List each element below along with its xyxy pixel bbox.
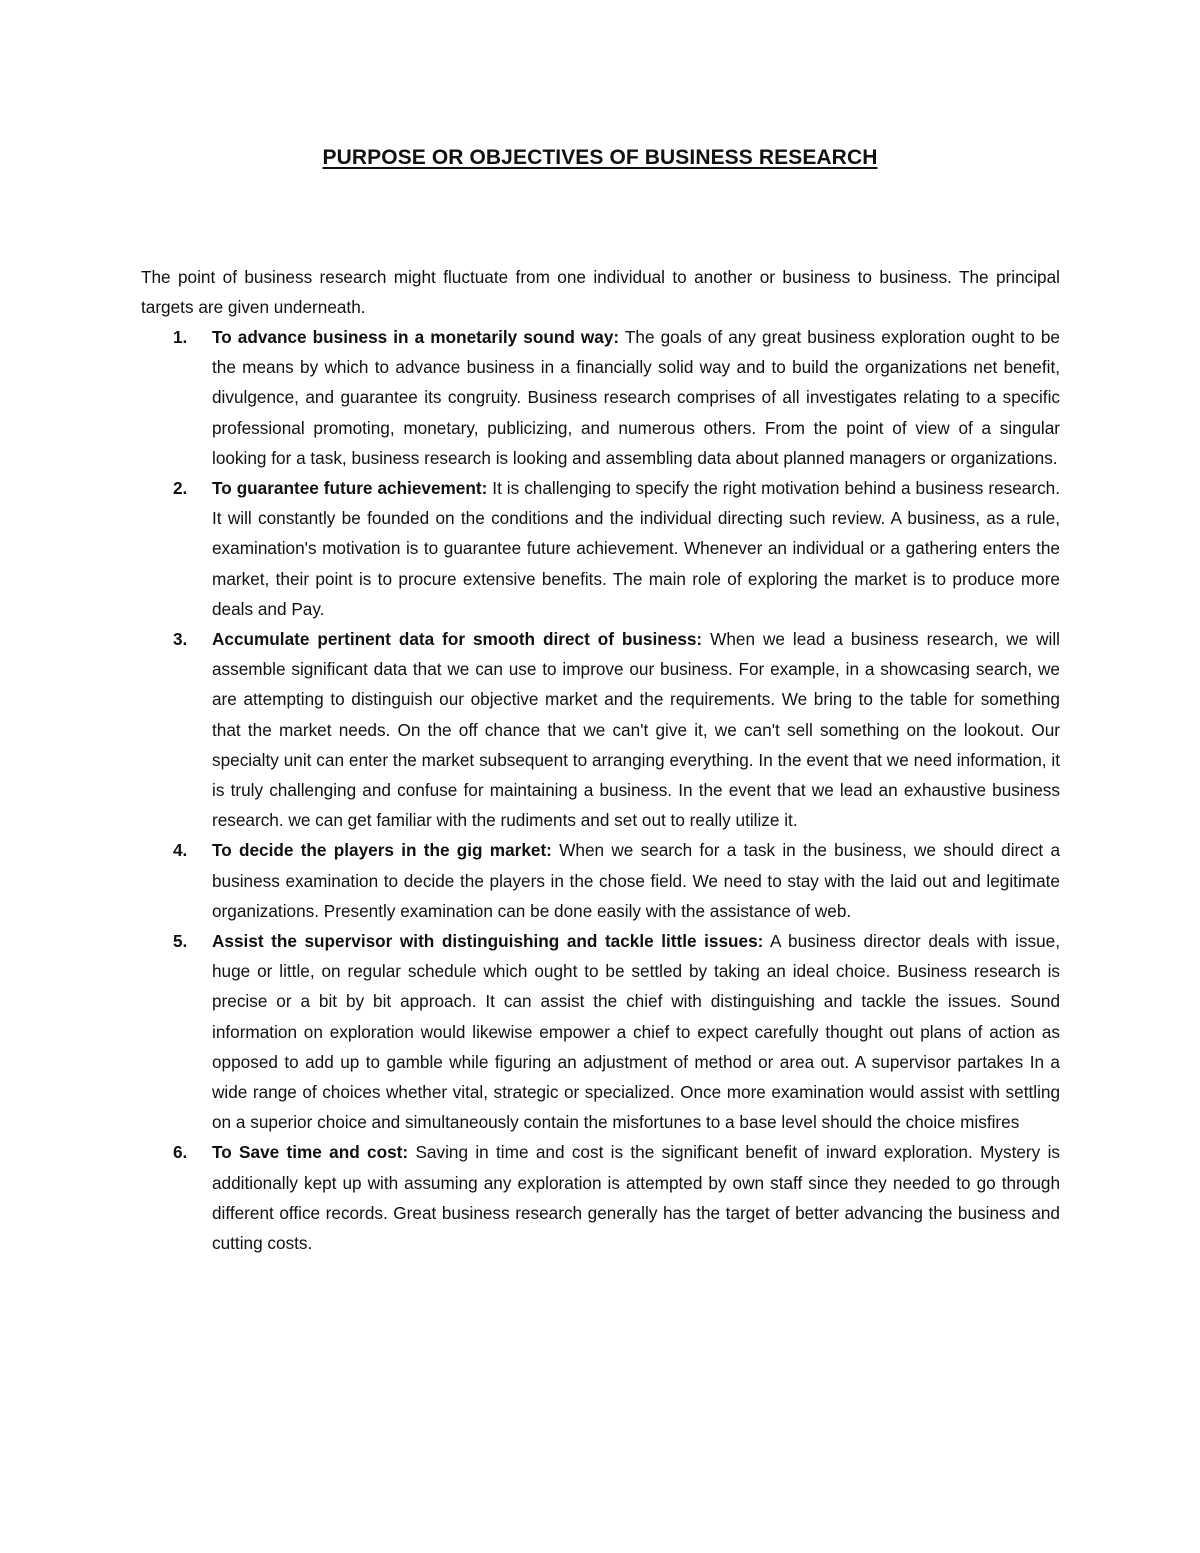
objective-number: 4. [173,840,188,861]
objective-item [141,473,1060,624]
objective-body: When we lead a business research, we will assemble significant data that we can use to improve our business. For example, in a showcasing search, we are attempting to distinguish our objective market and the requirements. We bring to the table for something that the market needs. On the off chance that we can't give it, we can't sell something on the lookout. Our specialty unit can enter the market subsequent to arranging everything. In the event that we need information, it is truly challenging and confuse for maintaining a business. In the event that we lead an exhaustive business research. we can get familiar with the rudiments and set out to really utilize it. [212,629,1061,831]
objective-body: The goals of any great business exploration ought to be the means by which to advance business in a financially solid way and to build the organizations net benefit, divulgence, and guarantee its congruity. Business research comprises of all investigates relating to a specific professional promoting, monetary, publicizing, and numerous others. From the point of view of a singular looking for a task, business research is looking and assembling data about planned managers or organizations. [212,327,1060,468]
objective-number: 1. [173,327,188,347]
page-title: PURPOSE OR OBJECTIVES OF BUSINESS RESEARCH [322,146,878,169]
objective-heading: To Save time and cost: [212,1142,409,1163]
objective-heading: Assist the supervisor with distinguishing and tackle little issues: [212,931,764,952]
objective-body: When we search for a task in the business, we should direct a business examination to decide the players in the chose field. We need to stay with the laid out and legitimate organizations. Presently examination can be done easily with the assistance of web. [212,840,1061,921]
objective-item [141,624,1060,835]
objective-heading: Accumulate pertinent data for smooth direct of business: [212,629,703,650]
objective-heading: To guarantee future achievement: [212,478,488,499]
intro-paragraph: The point of business research might fluctuate from one individual to another or business to business. The principal targets are given underneath. [141,267,1060,318]
objective-number: 5. [173,931,188,952]
objective-body: Saving in time and cost is the significant benefit of inward exploration. Mystery is additionally kept up with assuming any exploration is attempted by own staff since they needed to go through different office records. Great business research generally has the target of better advancing the business and cutting costs. [212,1142,1060,1254]
objective-number: 6. [173,1142,188,1163]
objective-heading: To decide the players in the gig market: [212,840,552,861]
objective-heading: To advance business in a monetarily sound way: [212,327,620,347]
objective-body: A business director deals with issue, huge or little, on regular schedule which ought to be settled by taking an ideal choice. Business research is precise or a bit by bit approach. It can assist the chief with distinguishing and tackle the issues. Sound information on exploration would likewise empower a chief to expect carefully thought out plans of action as opposed to add up to gamble while figuring an adjustment of method or area out. A supervisor partakes In a wide range of choices whether vital, strategic or specialized. Once more examination would assist with settling on a superior choice and simultaneously contain the misfortunes to a base level should the choice misfires [212,931,1060,1133]
objectives-list [141,322,1060,1258]
objective-number: 3. [173,629,188,650]
objective-item [141,835,1060,926]
objective-item [141,1137,1060,1258]
objective-item [141,322,1060,473]
objective-body: It is challenging to specify the right motivation behind a business research. It will constantly be founded on the conditions and the individual directing such review. A business, as a rule, examination's motivation is to guarantee future achievement. Whenever an individual or a gathering enters the market, their point is to procure extensive benefits. The main role of exploring the market is to produce more deals and Pay. [212,478,1060,619]
objective-number: 2. [173,478,188,499]
objective-item [141,926,1060,1137]
